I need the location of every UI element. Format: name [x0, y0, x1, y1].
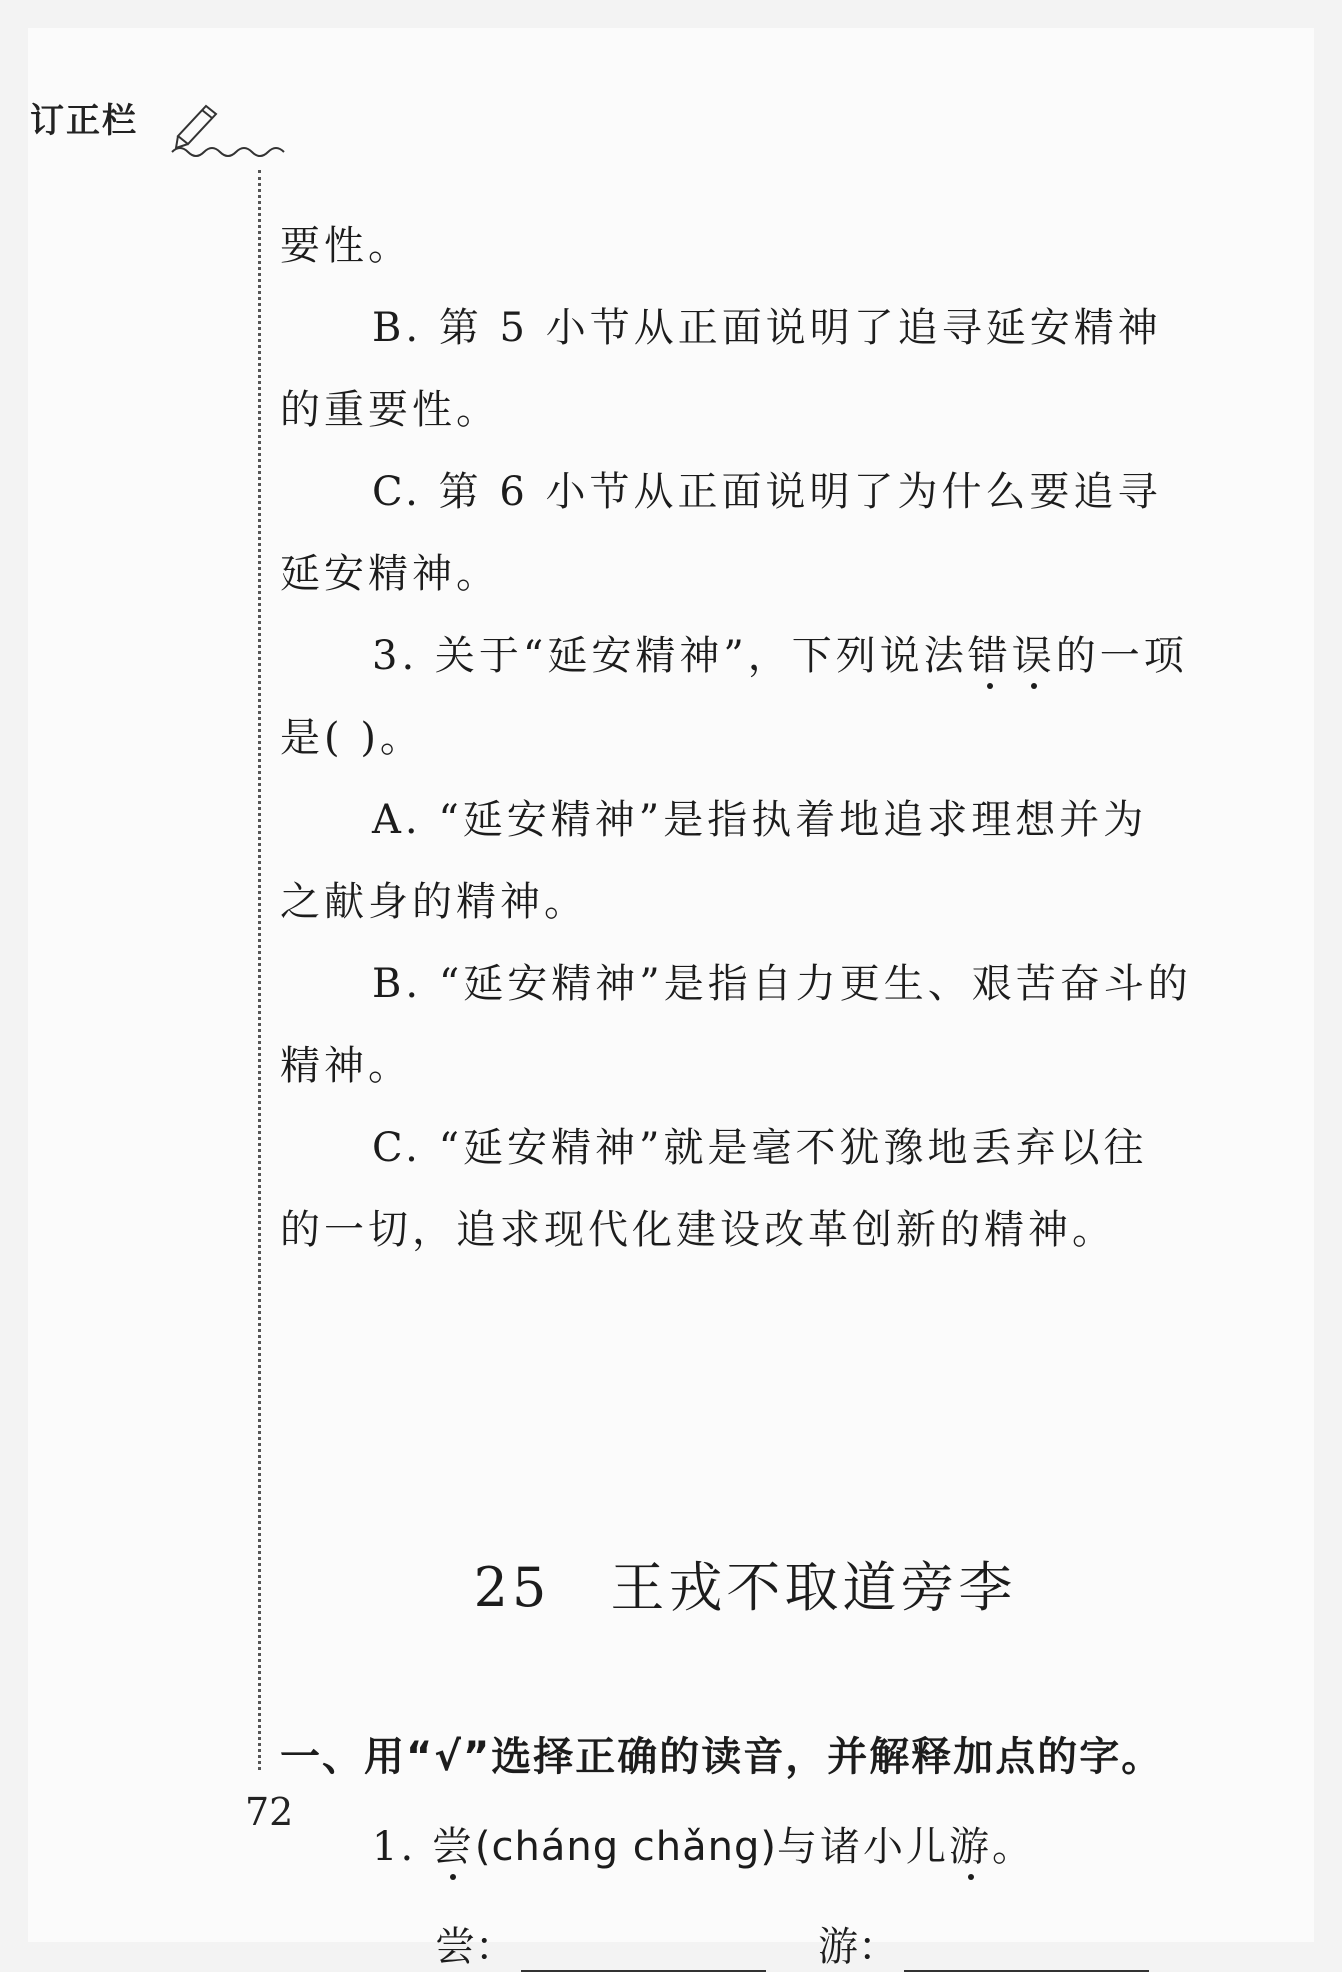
text-line: 之献身的精神。 — [280, 879, 588, 925]
sentence-end: 。 — [992, 1824, 1036, 1870]
correction-margin-line — [258, 170, 261, 1770]
dotted-char: 错 — [967, 633, 1012, 679]
question-1 — [372, 1815, 1035, 1872]
answer-blank[interactable] — [904, 1930, 1149, 1972]
answer-label: 游： — [818, 1924, 898, 1970]
answer-bracket-line: 是( )。 — [280, 715, 424, 761]
text-line: 延安精神。 — [280, 551, 500, 597]
answer-label: 尝： — [435, 1924, 515, 1970]
lesson-name: 王戎不取道旁李 — [610, 1556, 1017, 1619]
sentence-text: 与诸小儿 — [777, 1824, 950, 1870]
section-heading: 一、用“√”选择正确的读音，并解释加点的字。 — [280, 1734, 1164, 1780]
question-3-text: 3. 关于“延安精神”，下列说法错误的一项 — [372, 633, 1188, 679]
pencil-icon — [168, 98, 288, 158]
answer-blank[interactable] — [521, 1930, 766, 1972]
text-line: 要性。 — [280, 223, 412, 269]
lesson-number: 25 — [473, 1556, 551, 1619]
page-content — [280, 205, 1210, 1970]
option-b-line: B. 第 5 小节从正面说明了追寻延安精神 — [372, 305, 1162, 351]
question-number: 1. — [372, 1824, 417, 1870]
dotted-char: 误 — [1011, 633, 1056, 679]
pinyin-options: (cháng chǎng) — [474, 1824, 778, 1870]
option-c-line: C. 第 6 小节从正面说明了为什么要追寻 — [372, 469, 1162, 515]
text-line: 精神。 — [280, 1043, 412, 1089]
option-c-line: C. “延安精神”就是毫不犹豫地丢弃以往 — [372, 1125, 1148, 1171]
dotted-char: 尝 — [431, 1824, 475, 1870]
correction-column-header — [30, 101, 138, 141]
answer-row — [435, 1915, 1201, 1972]
page-number: 72 — [245, 1790, 294, 1834]
dotted-char: 游 — [949, 1824, 993, 1870]
text-line: 的一切，追求现代化建设改革创新的精神。 — [280, 1207, 1116, 1253]
question-3-line — [280, 615, 1210, 697]
option-a-line: A. “延安精神”是指执着地追求理想并为 — [372, 797, 1148, 843]
lesson-title — [280, 1545, 1210, 1622]
correction-label: 订正栏 — [30, 101, 138, 141]
text-line: 的重要性。 — [280, 387, 500, 433]
option-b-line: B. “延安精神”是指自力更生、艰苦奋斗的 — [372, 961, 1192, 1007]
